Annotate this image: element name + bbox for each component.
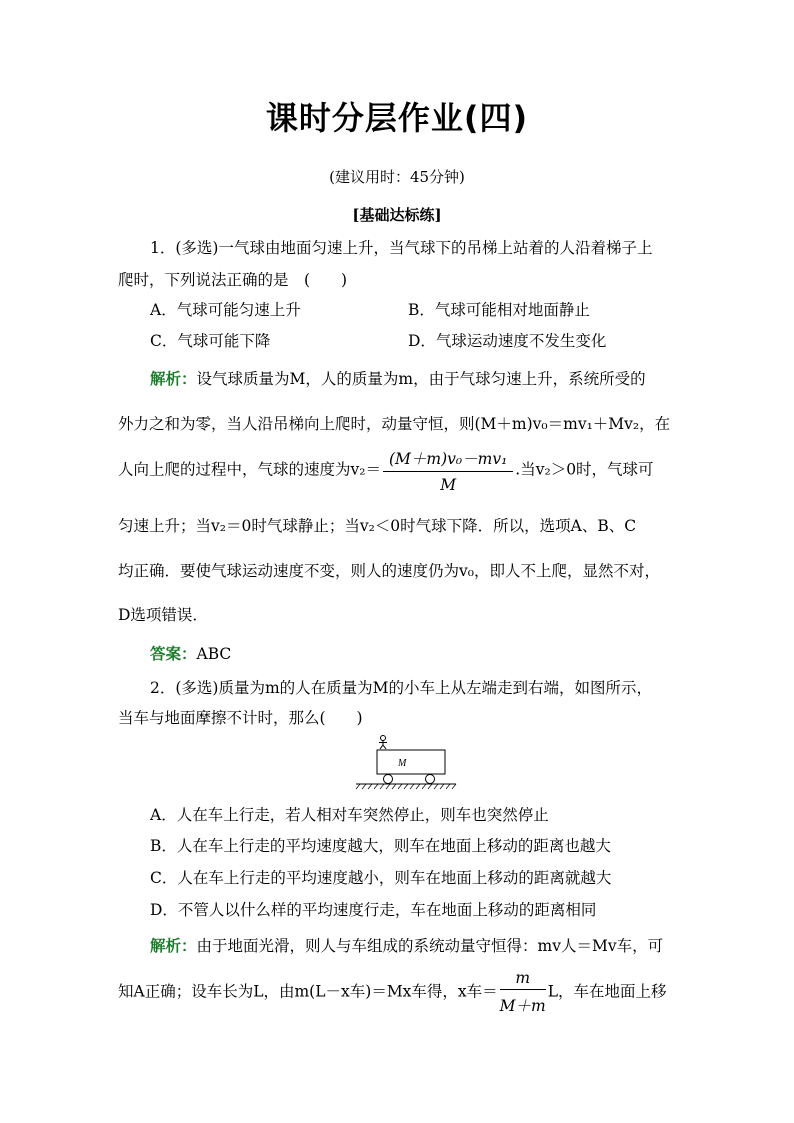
cart-mass-label: M (398, 758, 407, 769)
q1-option-a: A．气球可能匀速上升 (150, 301, 301, 319)
cart-wheel-left (384, 775, 393, 784)
q2-option-b: B．人在车上行走的平均速度越大，则车在地面上移动的距离也越大 (150, 837, 611, 855)
q1-analysis-text3-pre: 人向上爬的过程中，气球的速度为v₂＝ (118, 460, 381, 479)
q2-option-d: D．不管人以什么样的平均速度行走，车在地面上移动的距离相同 (150, 901, 597, 919)
q1-option-d: D．气球运动速度不发生变化 (408, 332, 607, 350)
cart-figure (350, 730, 462, 790)
person-icon (379, 736, 387, 750)
fraction-denominator: M (440, 476, 457, 494)
q1-answer-label: 答案： (150, 644, 197, 663)
time-note: (建议用时：45分钟) (329, 168, 465, 186)
q1-analysis-line2: 外力之和为零，当人沿吊梯向上爬时，动量守恒，则(M＋m)v₀＝mv₁＋Mv₂，在 (118, 415, 671, 433)
q2-option-a: A．人在车上行走，若人相对车突然停止，则车也突然停止 (150, 806, 549, 824)
q2-analysis-text2-post: L，车在地面上移 (547, 982, 667, 1001)
section-heading: [基础达标练] (352, 206, 442, 224)
q1-answer-value: ABC (196, 645, 232, 663)
fraction-denominator: M＋m (499, 997, 546, 1015)
q1-option-b: B．气球可能相对地面静止 (408, 301, 590, 319)
q2-option-c: C．人在车上行走的平均速度越小，则车在地面上移动的距离就越大 (150, 869, 612, 887)
q2-analysis-label: 解析： (150, 936, 197, 955)
fraction-numerator: m (500, 969, 546, 990)
q1-analysis-label: 解析： (150, 369, 197, 388)
q2-stem-line1: 2．(多选)质量为m的人在质量为M的小车上从左端走到右端，如图所示， (150, 679, 653, 697)
ground-hatching (356, 784, 456, 789)
cart-body (377, 750, 445, 774)
q1-analysis-line3 (118, 447, 654, 494)
q2-distance-fraction (500, 969, 546, 1016)
q2-analysis-line2 (118, 969, 667, 1016)
q1-analysis-line5: 均正确．要使气球运动速度不变，则人的速度仍为v₀，即人不上爬，显然不对， (118, 562, 660, 580)
q2-stem-line2: 当车与地面摩擦不计时，那么( ) (118, 709, 363, 727)
q2-analysis-text2-pre: 知A正确；设车长为L，由m(L－x车)＝Mx车得，x车＝ (118, 982, 498, 1001)
q2-analysis-text1: 由于地面光滑，则人与车组成的系统动量守恒得：mv人＝Mv车，可 (196, 937, 664, 955)
cart-wheel-right (426, 775, 435, 784)
q2-analysis-line1 (150, 934, 663, 956)
q1-stem-line2: 爬时，下列说法正确的是 ( ) (118, 271, 348, 289)
q1-analysis-text1: 设气球质量为M，人的质量为m，由于气球匀速上升，系统所受的 (196, 370, 646, 388)
q1-analysis-line4: 匀速上升；当v₂＝0时气球静止；当v₂＜0时气球下降．所以，选项A、B、C (118, 517, 637, 535)
q1-option-c: C．气球可能下降 (150, 332, 271, 350)
q1-answer (150, 642, 231, 664)
page-title: 课时分层作业(四) (265, 99, 529, 137)
q1-analysis-line6: D选项错误． (118, 606, 208, 624)
q1-analysis-line1 (150, 367, 646, 389)
q1-stem-line1: 1．(多选)一气球由地面匀速上升，当气球下的吊梯上站着的人沿着梯子上 (150, 239, 653, 257)
q1-velocity-fraction (383, 447, 513, 494)
q1-analysis-text3-post: .当v₂＞0时，气球可 (515, 460, 654, 479)
fraction-numerator: (M＋m)v₀－mv₁ (383, 447, 513, 472)
